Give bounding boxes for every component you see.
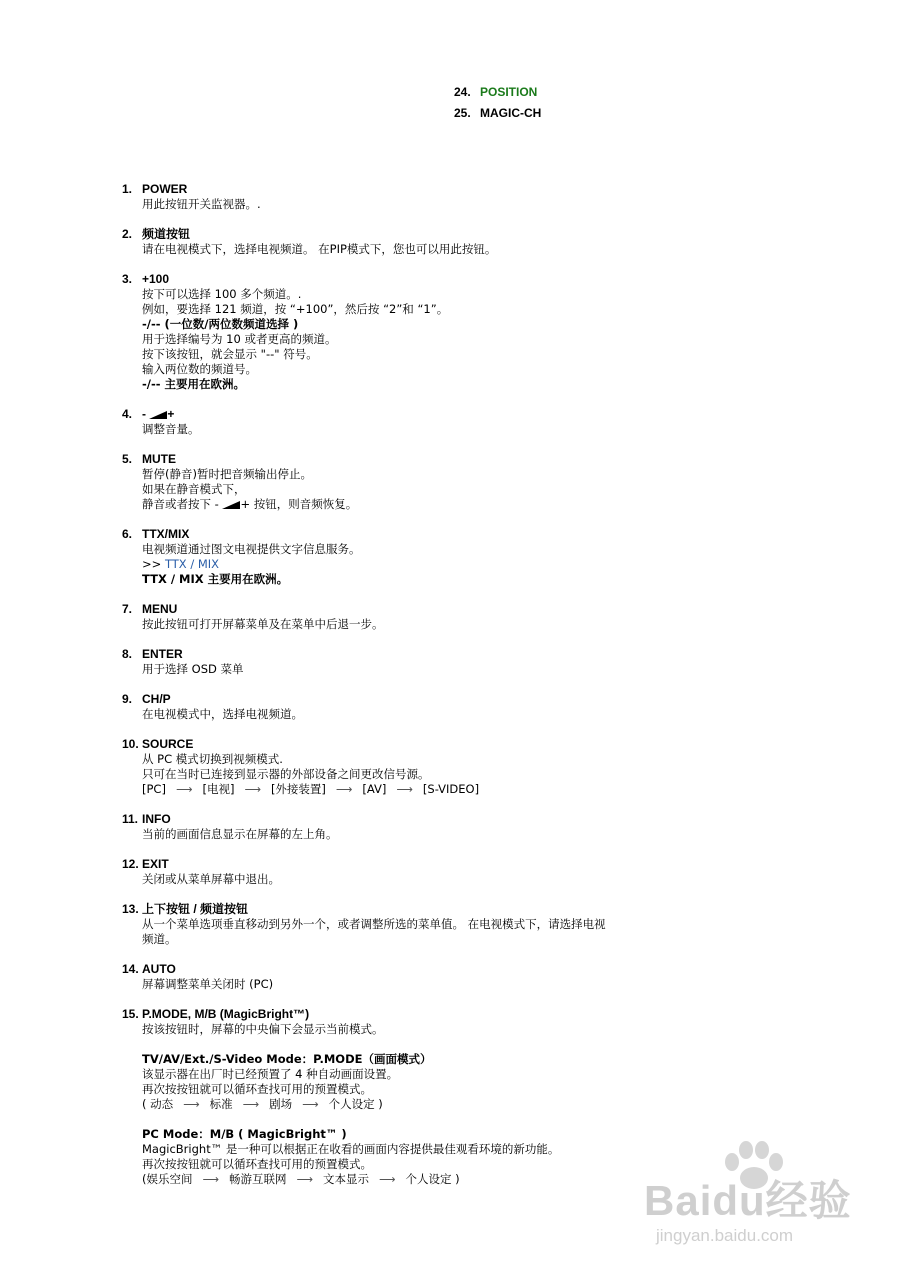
tv-mode-section <box>142 1052 682 1112</box>
position-link[interactable]: POSITION <box>480 85 538 99</box>
item-description: 用于选择编号为 10 或者更高的频道。 <box>142 332 337 346</box>
item-description: 例如，要选择 121 频道，按 “+100”，然后按 “2”和 “1”。 <box>142 302 449 316</box>
list-item-channel <box>122 227 682 257</box>
item-title: +100 <box>142 272 170 286</box>
chain-step: 畅游互联网 <box>229 1172 287 1186</box>
volume-icon <box>149 411 167 419</box>
arrow-icon: ⟶ <box>183 1097 200 1111</box>
item-description: 调整音量。 <box>142 422 200 436</box>
arrow-icon: ⟶ <box>242 1097 260 1111</box>
item-description: 请在电视模式下，选择电视频道。 在PIP模式下，您也可以用此按钮。 <box>142 242 497 256</box>
item-title: MAGIC-CH <box>480 106 542 120</box>
list-item-source <box>122 737 682 797</box>
list-item-menu <box>122 602 682 632</box>
item-description: 暂停(静音)暂时把音频输出停止。 <box>142 467 312 481</box>
item-number: 15. <box>122 1007 139 1021</box>
item-number: 11. <box>122 812 139 826</box>
pc-mode-chain <box>142 1172 682 1187</box>
item-description: 再次按按钮就可以循环查找可用的预置模式。 <box>142 1082 372 1096</box>
list-item-up-down <box>122 902 682 947</box>
pc-mode-section <box>142 1127 682 1187</box>
button-description-list <box>122 182 682 1202</box>
chain-step: 个人设定 <box>405 1172 452 1186</box>
arrow-icon: ⟶ <box>396 782 413 796</box>
item-number: 13. <box>122 902 139 916</box>
item-description: 只可在当时已连接到显示器的外部设备之间更改信号源。 <box>142 767 430 781</box>
list-item-volume <box>122 407 682 437</box>
mute-text-post: + 按钮，则音频恢复。 <box>240 497 358 511</box>
item-description: 用此按钮开关监视器。. <box>142 197 261 211</box>
arrow-icon: ⟶ <box>175 782 193 796</box>
chain-step: 娱乐空间 <box>146 1172 193 1186</box>
item-note: TTX / MIX 主要用在欧洲。 <box>142 572 289 586</box>
chain-step: [电视] <box>202 782 235 796</box>
ttx-mix-link[interactable]: TTX / MIX <box>164 557 220 571</box>
item-description: 频道。 <box>142 932 177 946</box>
item-number: 14. <box>122 962 139 976</box>
chain-paren: ) <box>374 1097 383 1111</box>
item-title: CH/P <box>142 692 171 706</box>
list-item-mute <box>122 452 682 512</box>
item-description: 输入两位数的频道号。 <box>142 362 257 376</box>
chain-paren: ) <box>451 1172 460 1186</box>
item-number: 3. <box>122 272 133 286</box>
baidu-watermark <box>626 1140 866 1260</box>
item-title: INFO <box>142 812 171 826</box>
item-description: 按该按钮时，屏幕的中央偏下会显示当前模式。 <box>142 1022 384 1036</box>
item-title: SOURCE <box>142 737 194 751</box>
tv-mode-heading: TV/AV/Ext./S-Video Mode：P.MODE（画面模式） <box>142 1052 432 1066</box>
item-number: 8. <box>122 647 133 661</box>
item-title: P.MODE, M/B (MagicBright™) <box>142 1007 310 1021</box>
item-title: ENTER <box>142 647 183 661</box>
item-description: 在电视模式中，选择电视频道。 <box>142 707 303 721</box>
watermark-url: jingyan.baidu.com <box>656 1226 794 1245</box>
item-description <box>142 497 682 512</box>
arrow-icon: ⟶ <box>202 1172 219 1186</box>
item-description: 按此按钮可打开屏幕菜单及在菜单中后退一步。 <box>142 617 384 631</box>
item-description: 电视频道通过图文电视提供文字信息服务。 <box>142 542 361 556</box>
item-description: MagicBright™ 是一种可以根据正在收看的画面内容提供最佳观看环境的新功能。 <box>142 1142 560 1156</box>
item-number: 10. <box>122 737 139 751</box>
chain-step: 动态 <box>150 1097 174 1111</box>
list-item-position <box>454 85 537 99</box>
chain-step: 剧场 <box>269 1097 293 1111</box>
volume-plus: + <box>167 407 175 421</box>
item-number: 7. <box>122 602 133 616</box>
list-item-plus100 <box>122 272 682 392</box>
chain-paren: ( <box>142 1172 147 1186</box>
chain-step: 标准 <box>209 1097 233 1111</box>
item-title: MENU <box>142 602 178 616</box>
chain-step: [外接装置] <box>270 782 326 796</box>
list-item-info <box>122 812 682 842</box>
list-item-p-mode <box>122 1007 682 1187</box>
item-description: 从一个菜单选项垂直移动到另外一个，或者调整所选的菜单值。 在电视模式下，请选择电视 <box>142 917 606 931</box>
item-title: TTX/MIX <box>142 527 190 541</box>
item-description: 屏幕调整菜单关闭时 (PC) <box>142 977 274 991</box>
item-title <box>142 407 682 422</box>
list-item-ttx-mix <box>122 527 682 587</box>
list-item-exit <box>122 857 682 887</box>
item-description: 从 PC 模式切换到视频模式. <box>142 752 283 766</box>
list-item-enter <box>122 647 682 677</box>
arrow-icon: ⟶ <box>302 1097 319 1111</box>
link-prefix: >> <box>142 557 165 571</box>
chain-step: [S-VIDEO] <box>422 782 480 796</box>
item-number: 5. <box>122 452 133 466</box>
item-number: 25. <box>454 106 471 120</box>
item-number: 2. <box>122 227 133 241</box>
chain-step: 个人设定 <box>328 1097 375 1111</box>
list-item-power <box>122 182 682 212</box>
volume-icon <box>222 501 240 509</box>
chain-step: [PC] <box>142 782 166 796</box>
arrow-icon: ⟶ <box>244 782 261 796</box>
list-item-magic-ch <box>454 106 541 120</box>
item-number: 24. <box>454 85 471 99</box>
item-title: 频道按钮 <box>142 227 191 241</box>
source-chain <box>142 782 682 797</box>
volume-minus: - <box>142 407 150 421</box>
list-item-auto <box>122 962 682 992</box>
item-note: -/-- 主要用在欧洲。 <box>142 377 246 391</box>
item-number: 1. <box>122 182 133 196</box>
item-subheading: -/-- (一位数/两位数频道选择 ) <box>142 317 299 331</box>
watermark-brand: Baidu经验 <box>644 1177 852 1224</box>
item-description: 当前的画面信息显示在屏幕的左上角。 <box>142 827 338 841</box>
mute-text-pre: 静音或者按下 - <box>142 497 223 511</box>
item-description: 按下该按钮，就会显示 "--" 符号。 <box>142 347 318 361</box>
item-title: 上下按钮 / 频道按钮 <box>142 902 249 916</box>
chain-paren: ( <box>142 1097 151 1111</box>
item-title: MUTE <box>142 452 176 466</box>
list-item-ch-p <box>122 692 682 722</box>
tv-mode-chain <box>142 1097 682 1112</box>
item-description: 该显示器在出厂时已经预置了 4 种自动画面设置。 <box>142 1067 399 1081</box>
item-number: 12. <box>122 857 139 871</box>
item-title: AUTO <box>142 962 176 976</box>
pc-mode-heading: PC Mode：M/B ( MagicBright™ ) <box>142 1127 347 1141</box>
item-title: POWER <box>142 182 188 196</box>
item-number: 6. <box>122 527 133 541</box>
item-number: 9. <box>122 692 133 706</box>
arrow-icon: ⟶ <box>296 1172 313 1186</box>
chain-step: [AV] <box>362 782 387 796</box>
arrow-icon: ⟶ <box>335 782 353 796</box>
item-number: 4. <box>122 407 133 421</box>
item-description: 用于选择 OSD 菜单 <box>142 662 244 676</box>
item-description: 如果在静音模式下， <box>142 482 246 496</box>
item-description: 关闭或从菜单屏幕中退出。 <box>142 872 280 886</box>
item-title: EXIT <box>142 857 169 871</box>
chain-step: 文本显示 <box>323 1172 369 1186</box>
item-description: 再次按按钮就可以循环查找可用的预置模式。 <box>142 1157 372 1171</box>
arrow-icon: ⟶ <box>379 1172 396 1186</box>
item-description: 按下可以选择 100 多个频道。. <box>142 287 302 301</box>
ttx-link-line <box>142 557 682 572</box>
